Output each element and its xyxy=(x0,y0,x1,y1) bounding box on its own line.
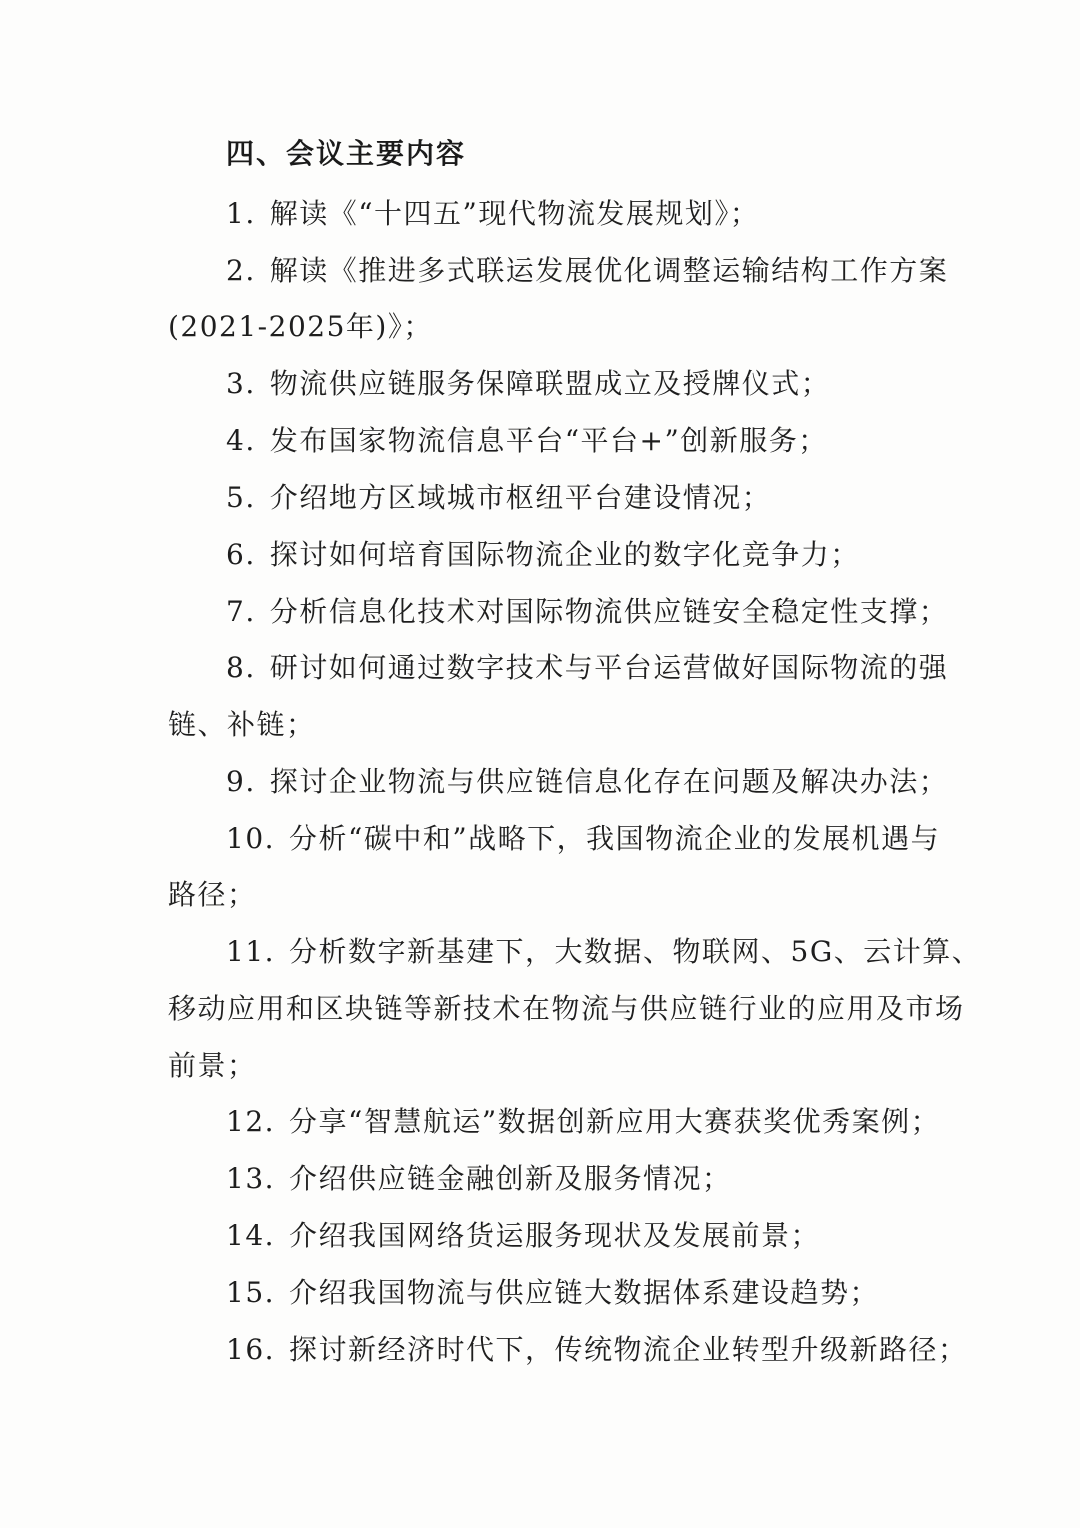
list-item xyxy=(226,1273,879,1313)
item-text: 分享“智慧航运”数据创新应用大赛获奖优秀案例； xyxy=(289,1105,941,1138)
item-number: 15. xyxy=(226,1276,276,1309)
list-item xyxy=(226,819,940,859)
list-item xyxy=(226,592,948,632)
item-number: 4. xyxy=(226,424,256,457)
item-text-continuation: 移动应用和区块链等新技术在物流与供应链行业的应用及市场 xyxy=(168,992,965,1025)
item-text: 探讨如何培育国际物流企业的数字化竞争力； xyxy=(269,538,860,571)
list-item xyxy=(226,1330,968,1370)
item-text-continuation: 链、补链； xyxy=(168,708,316,741)
item-number: 12. xyxy=(226,1105,276,1138)
list-item xyxy=(226,762,948,802)
item-text-continuation: 前景； xyxy=(168,1049,257,1082)
list-item xyxy=(226,1102,940,1142)
item-text: 探讨新经济时代下，传统物流企业转型升级新路径； xyxy=(289,1333,968,1366)
list-item xyxy=(226,1216,820,1256)
list-item xyxy=(226,535,860,575)
item-text: 介绍我国物流与供应链大数据体系建设趋势； xyxy=(289,1276,880,1309)
list-item xyxy=(226,364,830,404)
list-item xyxy=(226,421,828,461)
item-text: 探讨企业物流与供应链信息化存在问题及解决办法； xyxy=(269,765,949,798)
item-number: 14. xyxy=(226,1219,276,1252)
item-text: 分析数字新基建下，大数据、物联网、5G、云计算、 xyxy=(289,935,982,968)
item-number: 9. xyxy=(226,765,256,798)
item-text: 解读《“十四五”现代物流发展规划》； xyxy=(269,197,760,230)
item-number: 11. xyxy=(226,935,276,968)
item-text: 分析信息化技术对国际物流供应链安全稳定性支撑； xyxy=(269,595,949,628)
item-number: 2. xyxy=(226,254,256,287)
item-number: 10. xyxy=(226,822,276,855)
item-text-continuation: 路径； xyxy=(168,878,257,911)
item-number: 3. xyxy=(226,367,256,400)
item-number: 7. xyxy=(226,595,256,628)
item-number: 1. xyxy=(226,197,256,230)
item-number: 8. xyxy=(226,651,256,684)
list-item xyxy=(226,1159,732,1199)
item-text: 物流供应链服务保障联盟成立及授牌仪式； xyxy=(269,367,831,400)
item-text: 介绍供应链金融创新及服务情况； xyxy=(289,1162,732,1195)
item-text-continuation: (2021-2025年)》； xyxy=(168,310,433,343)
list-item xyxy=(226,932,981,972)
item-number: 13. xyxy=(226,1162,276,1195)
item-number: 5. xyxy=(226,481,256,514)
section-heading: 四、会议主要内容 xyxy=(226,137,467,170)
item-text: 研讨如何通过数字技术与平台运营做好国际物流的强 xyxy=(269,651,949,684)
item-text: 解读《推进多式联运发展优化调整运输结构工作方案 xyxy=(269,254,949,287)
item-number: 6. xyxy=(226,538,256,571)
item-text: 发布国家物流信息平台“平台+”创新服务； xyxy=(269,424,828,457)
item-text: 介绍我国网络货运服务现状及发展前景； xyxy=(289,1219,821,1252)
item-text: 分析“碳中和”战略下，我国物流企业的发展机遇与 xyxy=(289,822,941,855)
list-item xyxy=(226,251,948,291)
list-item xyxy=(226,194,759,234)
item-text: 介绍地方区域城市枢纽平台建设情况； xyxy=(269,481,772,514)
list-item xyxy=(226,648,948,688)
item-number: 16. xyxy=(226,1333,276,1366)
list-item xyxy=(226,478,771,518)
